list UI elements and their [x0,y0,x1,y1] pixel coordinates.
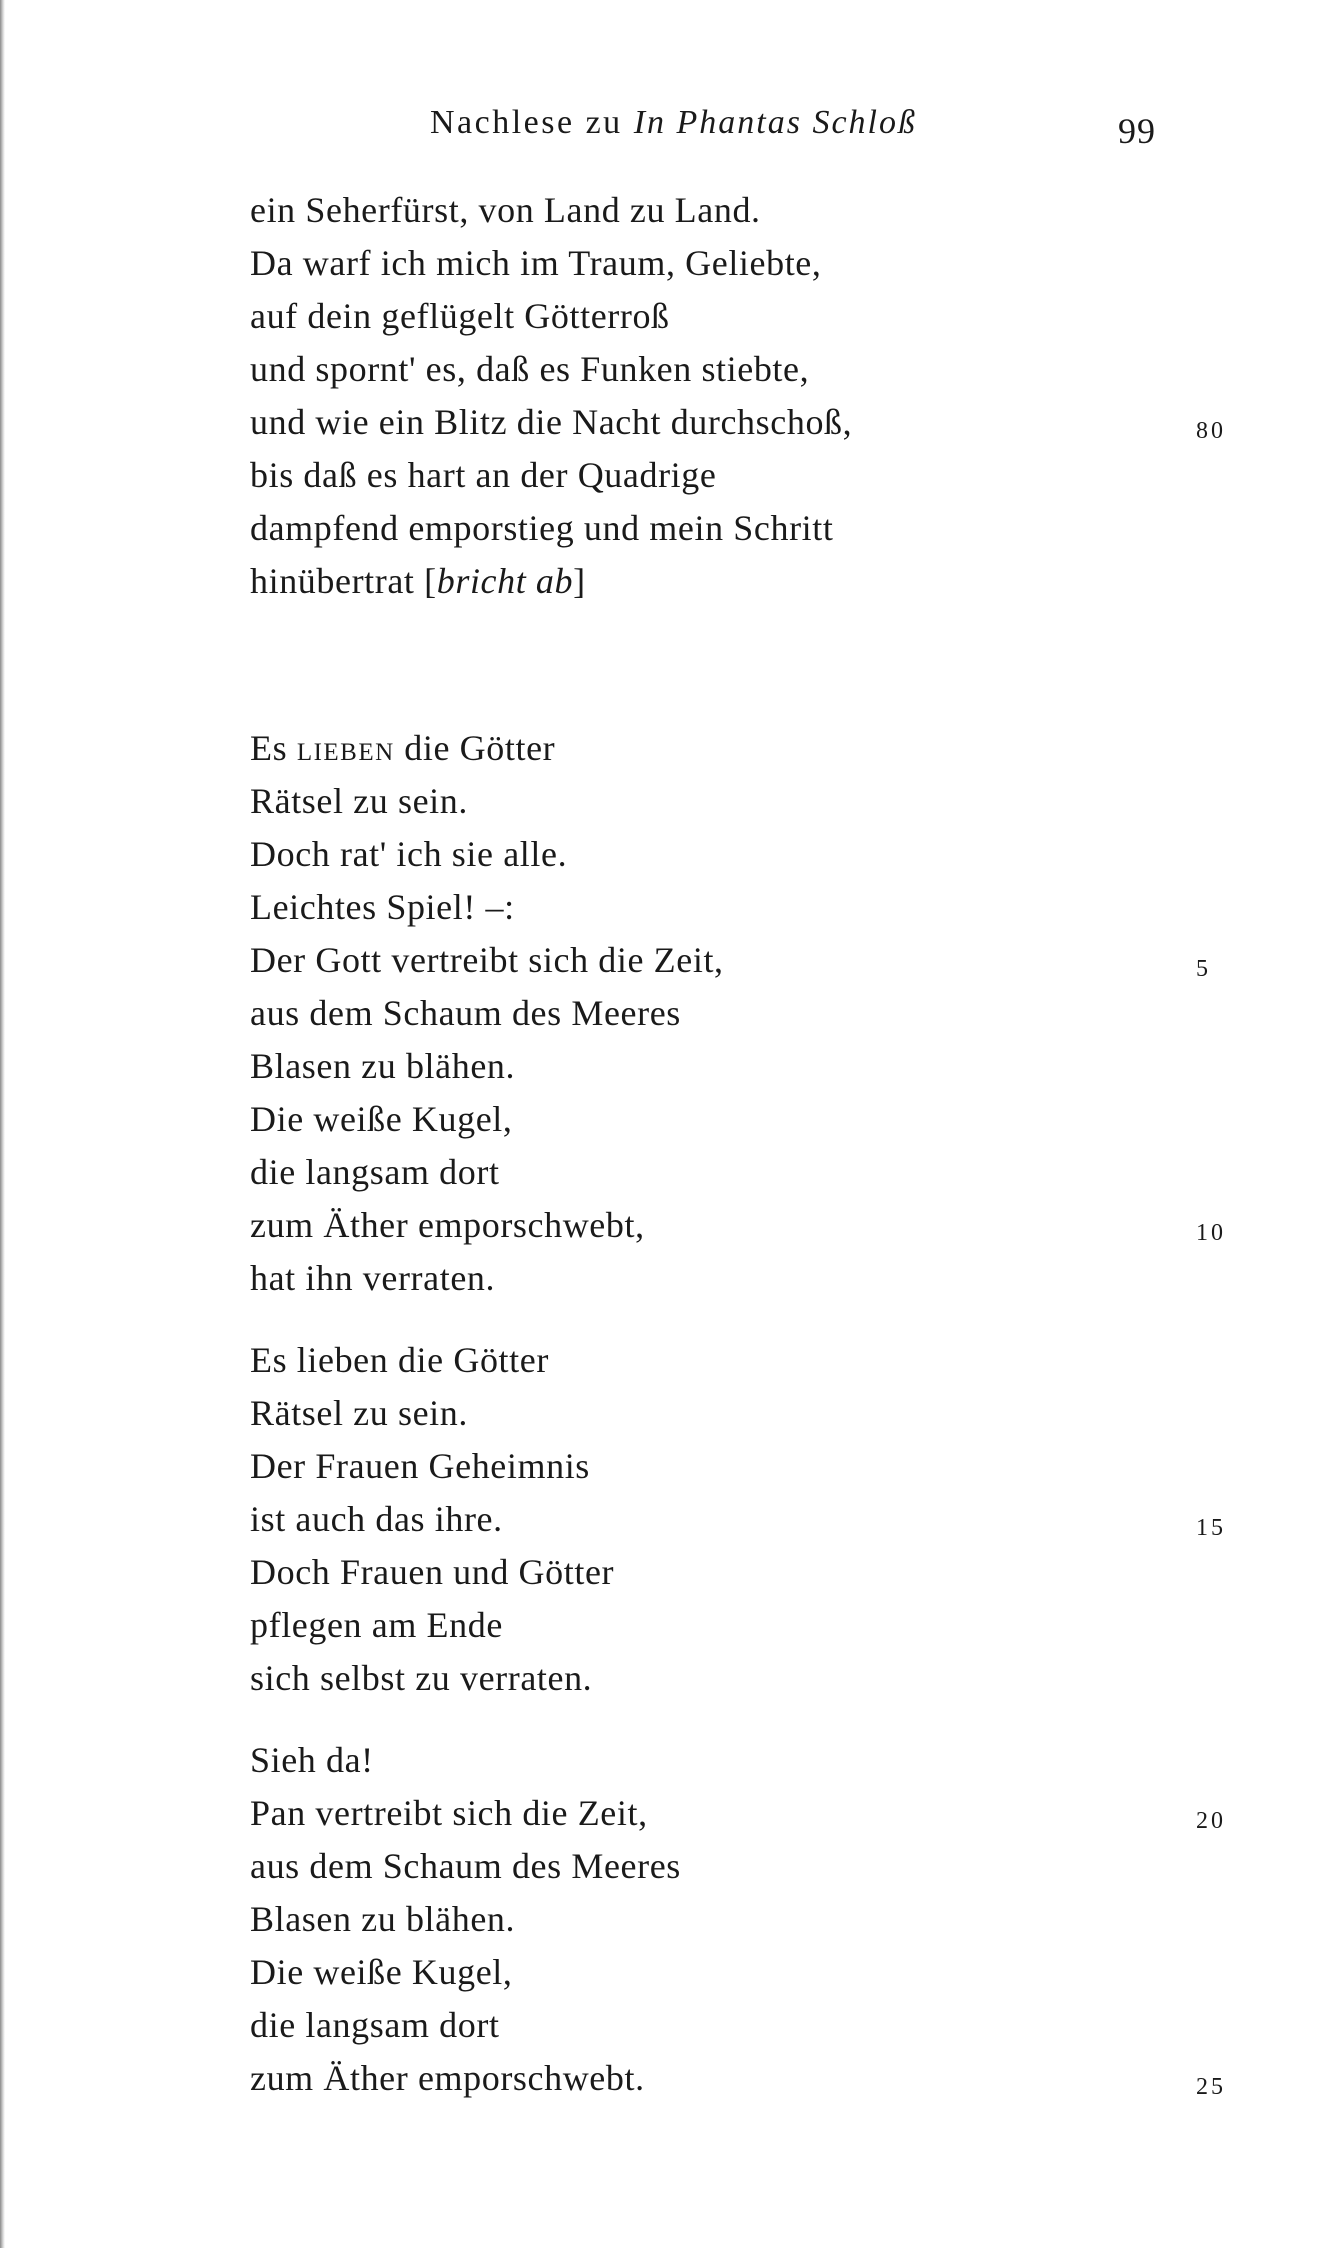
stanza3-line-2: Pan vertreibt sich die Zeit, [250,1793,648,1833]
line-number-25: 25 [1196,2074,1226,2100]
line-number-5: 5 [1196,956,1211,982]
stanza1-line-6: aus dem Schaum des Meeres [250,993,681,1033]
fragment-last-line-text: hinübertrat [250,561,425,601]
line-number-20: 20 [1196,1808,1226,1834]
fragment-line-6: bis daß es hart an der Quadrige [250,455,717,495]
poem-first-line [250,730,555,766]
stanza1-line-9: die langsam dort [250,1152,500,1192]
fragment-line-5: und wie ein Blitz die Nacht durchschoß, [250,402,853,442]
fragment-line-7: dampfend emporstieg und mein Schritt [250,508,834,548]
fragment-line-8 [250,563,586,599]
stanza2-line-6: pflegen am Ende [250,1605,503,1645]
running-head-prefix: Nachlese zu [430,104,634,141]
stanza3-line-4: Blasen zu blähen. [250,1899,516,1939]
stanza3-line-1: Sieh da! [250,1740,374,1780]
stanza1-line-2: Rätsel zu sein. [250,781,468,821]
stanza2-line-1: Es lieben die Götter [250,1340,549,1380]
fragment-line-4: und spornt' es, daß es Funken stiebte, [250,349,810,389]
stanza2-line-4: ist auch das ihre. [250,1499,503,1539]
stanza1-line-11: hat ihn verraten. [250,1258,496,1298]
stanza3-line-3: aus dem Schaum des Meeres [250,1846,681,1886]
stanza3-line-5: Die weiße Kugel, [250,1952,513,1992]
stanza3-line-7: zum Äther emporschwebt. [250,2058,645,2098]
editorial-note: bricht ab [436,561,574,601]
page-edge-shadow [0,0,5,2248]
stanza1-line-8: Die weiße Kugel, [250,1099,513,1139]
editorial-bracket-close: ] [573,561,586,601]
fragment-line-1: ein Seherfürst, von Land zu Land. [250,190,761,230]
stanza3-line-6: die langsam dort [250,2005,500,2045]
stanza1-line-5: Der Gott vertreibt sich die Zeit, [250,940,724,980]
poem-first-line-rest: die Götter [394,728,556,768]
running-head-title: In Phantas Schloß [633,104,917,141]
stanza1-line-10: zum Äther emporschwebt, [250,1205,645,1245]
stanza2-line-2: Rätsel zu sein. [250,1393,468,1433]
fragment-line-2: Da warf ich mich im Traum, Geliebte, [250,243,822,283]
line-number-10: 10 [1196,1220,1226,1246]
editorial-bracket-open: [ [424,561,437,601]
stanza2-line-3: Der Frauen Geheimnis [250,1446,590,1486]
running-head [430,104,917,142]
poem-first-word: Es [250,728,288,768]
stanza2-line-5: Doch Frauen und Götter [250,1552,615,1592]
page-number: 99 [1118,111,1156,151]
stanza2-line-7: sich selbst zu verraten. [250,1658,593,1698]
stanza1-line-3: Doch rat' ich sie alle. [250,834,568,874]
poem-first-word-caps: lieben [296,728,395,768]
line-number-15: 15 [1196,1515,1226,1541]
stanza1-line-4: Leichtes Spiel! –: [250,887,515,927]
stanza1-line-7: Blasen zu blähen. [250,1046,516,1086]
line-number-80: 80 [1196,418,1226,444]
fragment-line-3: auf dein geflügelt Götterroß [250,296,670,336]
